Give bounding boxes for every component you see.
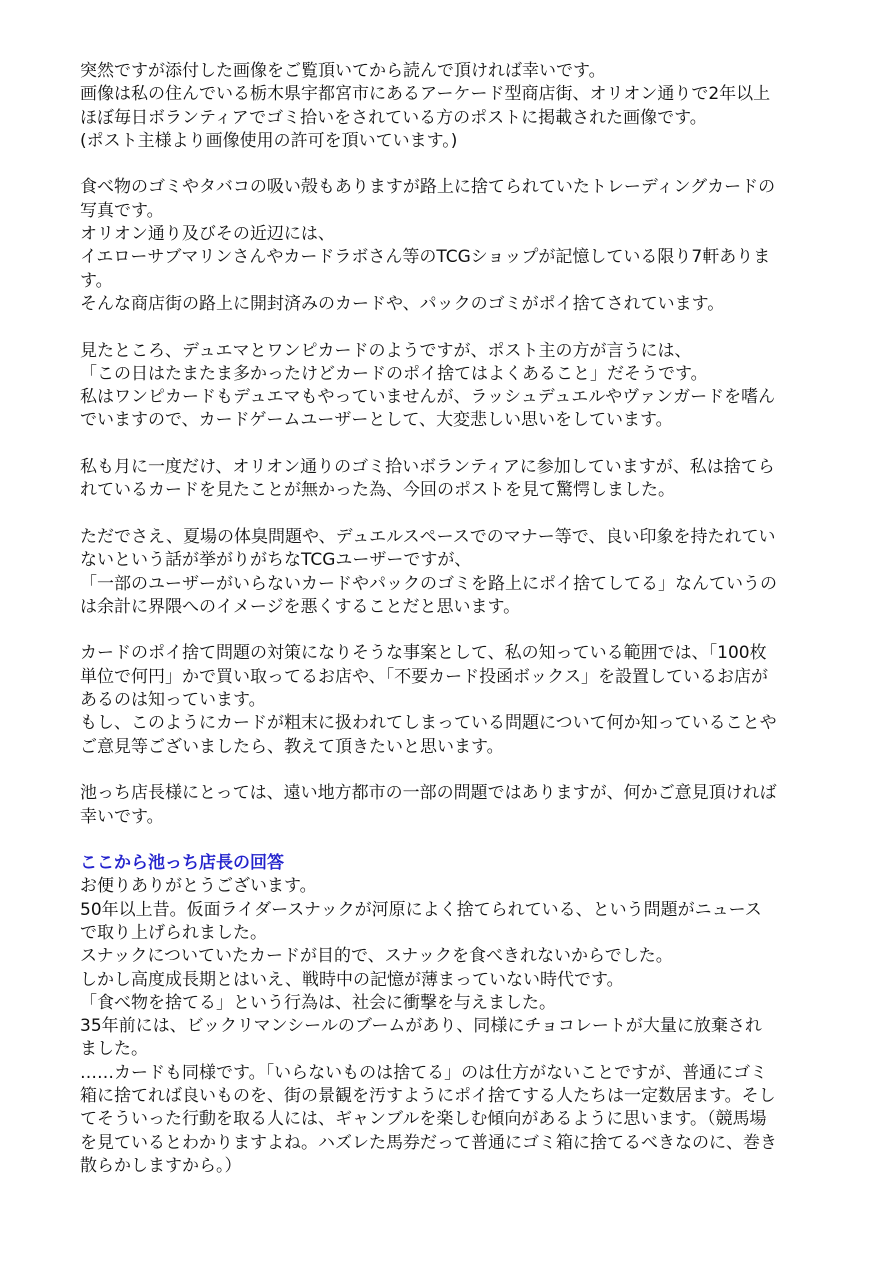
paragraph [80, 642, 816, 758]
text-line: 「この日はたまたま多かったけどカードのポイ捨てはよくあること」だそうです。 [80, 363, 708, 384]
text-line: れているカードを見たことが無かった為、今回のポストを見て驚愕しました。 [80, 480, 675, 501]
text-line: ご意見等ございましたら、教えて頂きたいと思います。 [80, 736, 504, 757]
text-line: 池っち店長様にとっては、遠い地方都市の一部の問題ではありますが、何かご意見頂ければ [80, 783, 777, 804]
answer-heading: ここから池っち店長の回答 [80, 853, 284, 874]
text-line: 単位で何円」かで買い取ってるお店や、「不要カード投函ボックス」を設置しているお店が [80, 666, 768, 687]
text-line: 突然ですが添付した画像をご覧頂いてから読んで頂ければ幸いです。 [80, 61, 606, 81]
text-line: てそういった行動を取る人には、ギャンブルを楽しむ傾向があるように思います。（競馬場 [80, 1109, 767, 1130]
text-line: 写真です。 [80, 200, 164, 221]
text-line: お便りありがとうございます。 [80, 876, 317, 897]
text-line: 箱に捨てれば良いものを、街の景観を汚すようにポイ捨てする人たちは一定数居ます。そし [80, 1086, 776, 1107]
text-line: 50年以上昔。仮面ライダースナックが河原によく捨てられている、という問題がニュース [80, 899, 762, 920]
text-line: す。 [80, 270, 113, 291]
paragraph [80, 340, 816, 433]
paragraph [80, 782, 816, 829]
text-line: で取り上げられました。 [80, 922, 267, 943]
text-line: ました。 [80, 1039, 148, 1060]
text-line: 幸いです。 [80, 806, 164, 827]
text-line: そんな商店街の路上に開封済みのカードや、パックのゴミがポイ捨てされています。 [80, 293, 725, 314]
text-line: ほぼ毎日ボランティアでゴミ拾いをされている方のポストに掲載された画像です。 [80, 107, 707, 128]
text-line: ……カードも同様です。「いらないものは捨てる」のは仕方がないことですが、普通にゴミ [80, 1062, 768, 1083]
text-line: 食べ物のゴミやタバコの吸い殻もありますが路上に捨てられていたトレーディングカードの [80, 177, 776, 198]
answer-section [80, 852, 816, 1178]
text-line: 画像は私の住んでいる栃木県宇都宮市にあるアーケード型商店街、オリオン通りで2年以上 [80, 84, 771, 105]
text-line: を見ているとわかりますよね。ハズレた馬券だって普通にゴミ箱に捨てるべきなのに、巻き [80, 1132, 777, 1153]
text-line: ないという話が挙がりがちなTCGユーザーですが、 [80, 550, 472, 571]
paragraph [80, 526, 816, 619]
text-line: イエローサブマリンさんやカードラボさん等のTCGショップが記憶している限り7軒ありま [80, 247, 771, 268]
text-line: 「一部のユーザーがいらないカードやパックのゴミを路上にポイ捨てしてる」なんていうの [80, 573, 777, 594]
text-line: しかし高度成長期とはいえ、戦時中の記憶が薄まっていない時代です。 [80, 969, 624, 990]
text-line: (ポスト主様より画像使用の許可を頂いています。) [80, 130, 458, 151]
text-line: カードのポイ捨て問題の対策になりそうな事案として、私の知っている範囲では、「100枚 [80, 643, 767, 664]
text-line: ただでさえ、夏場の体臭問題や、デュエルスペースでのマナー等で、良い印象を持たれてい [80, 526, 776, 547]
text-line: 散らかしますから。） [80, 1155, 242, 1176]
text-line: は余計に界隈へのイメージを悪くすることだと思います。 [80, 596, 521, 617]
paragraph [80, 176, 816, 316]
text-line: 私はワンピカードもデュエマもやっていませんが、ラッシュデュエルやヴァンガードを嗜ん [80, 387, 776, 408]
text-line: 「食べ物を捨てる」という行為は、社会に衝撃を与えました。 [80, 992, 556, 1013]
text-line: オリオン通り及びその近辺には、 [80, 224, 335, 245]
paragraph [80, 60, 816, 153]
text-line: でいますので、カードゲームユーザーとして、大変悲しい思いをしています。 [80, 410, 673, 431]
text-line: もし、このようにカードが粗末に扱われてしまっている問題について何か知っていることや [80, 713, 777, 734]
text-line: 見たところ、デュエマとワンピカードのようですが、ポスト主の方が言うには、 [80, 340, 692, 361]
text-line: あるのは知っています。 [80, 690, 266, 711]
text-line: 35年前には、ビックリマンシールのブームがあり、同様にチョコレートが大量に放棄され [80, 1016, 762, 1037]
text-line: スナックについていたカードが目的で、スナックを食べきれないからでした。 [80, 946, 673, 967]
text-line: 私も月に一度だけ、オリオン通りのゴミ拾いボランティアに参加していますが、私は捨てら [80, 457, 775, 478]
paragraph [80, 456, 816, 503]
